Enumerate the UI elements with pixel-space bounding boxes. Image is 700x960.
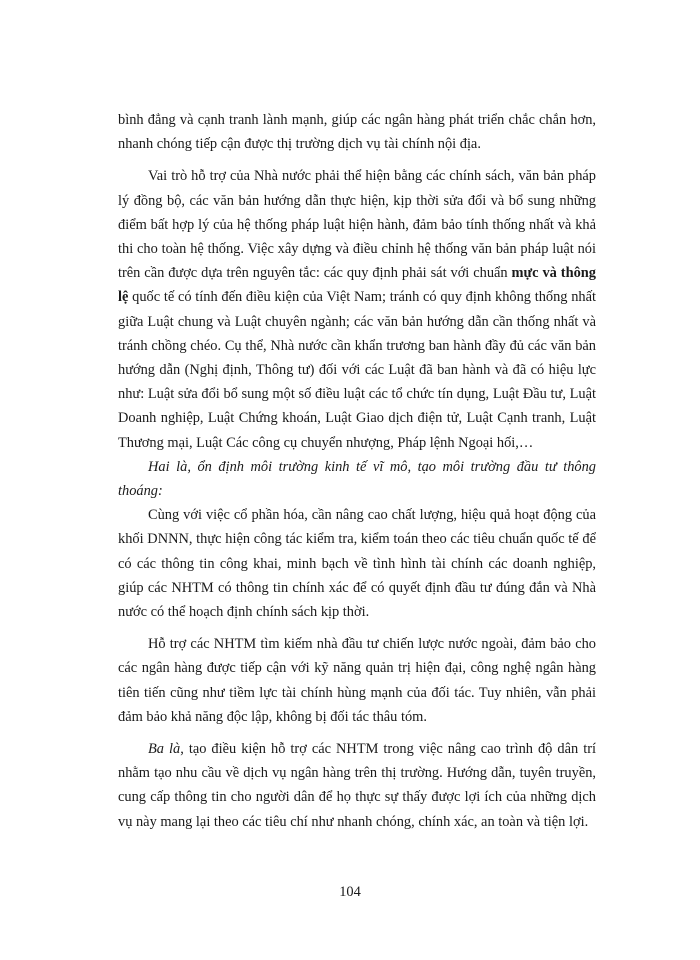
page-number: 104 xyxy=(339,884,361,900)
paragraph-text: Vai trò hỗ trợ của Nhà nước phải thể hiện bằng các chính sách, văn bản pháp lý đồng bộ, các văn bản hướng dẫn thực hiện, kịp thời sửa đổi và bổ sung những điểm bất hợp lý của hệ thống pháp luật hiện hành, đảm bảo tính thống nhất và khả thi cho toàn hệ thống. Việc xây dựng và điều chỉnh hệ thống văn bản pháp luật nói trên cần được dựa trên nguyên tắc: các quy định phải sát với chuẩn xyxy=(118,168,596,282)
paragraph-text: , tạo điều kiện hỗ trợ các NHTM trong việc nâng cao trình độ dân trí nhằm tạo nhu cầu về dịch vụ ngân hàng trên thị trường. Hướng dẫn, tuyên truyền, cung cấp thông tin cho người dân để họ thực sự thấy được lợi ích của những dịch vụ này mang lại theo các tiêu chí như nhanh chóng, chính xác, an toàn và tiện lợi. xyxy=(118,741,596,830)
document-page xyxy=(118,108,596,834)
paragraph-equitization: Cùng với việc cổ phần hóa, cần nâng cao chất lượng, hiệu quả hoạt động của khối DNNN, thực hiện công tác kiểm tra, kiểm toán theo các tiêu chuẩn quốc tế để có các thông tin công khai, minh bạch về tình hình tài chính các doanh nghiệp, giúp các NHTM có thông tin chính xác để có quyết định đầu tư đúng đắn và Nhà nước có thể hoạch định chính sách kịp thời. xyxy=(118,507,596,621)
paragraph-strategic-investors: Hỗ trợ các NHTM tìm kiếm nhà đầu tư chiến lược nước ngoài, đảm bảo cho các ngân hàng được tiếp cận với kỹ năng quản trị hiện đại, công nghệ ngân hàng tiên tiến cũng như tiềm lực tài chính hùng mạnh của đối tác. Tuy nhiên, vẫn phải đảm bảo khả năng độc lập, không bị đối tác thâu tóm. xyxy=(118,636,596,725)
paragraph-text: quốc tế có tính đến điều kiện của Việt Nam; tránh có quy định không thống nhất giữa Luật chung và Luật chuyên ngành; các văn bản hướng dẫn cần thống nhất và tránh chồng chéo. Cụ thể, Nhà nước cần khẩn trương ban hành đầy đủ các văn bản hướng dẫn (Nghị định, Thông tư) đối với các Luật đã ban hành và đã có hiệu lực như: Luật sửa đổi bổ sung một số điều luật các tổ chức tín dụng, Luật Đầu tư, Luật Doanh nghiệp, Luật Chứng khoán, Luật Giao dịch điện tử, Luật Cạnh tranh, Luật Thương mại, Luật Các công cụ chuyển nhượng, Pháp lệnh Ngoại hối,… xyxy=(118,289,596,451)
paragraph-state-role xyxy=(118,164,596,454)
paragraph-point-three xyxy=(118,737,596,834)
italic-lead: Ba là xyxy=(148,741,181,758)
bold-phrase: mực và thông lệ xyxy=(118,265,596,306)
section-heading-two: Hai là, ổn định môi trường kinh tế vĩ mô, tạo môi trường đầu tư thông thoáng: xyxy=(118,458,596,500)
paragraph-continuation: bình đẳng và cạnh tranh lành mạnh, giúp các ngân hàng phát triển chắc chắn hơn, nhanh chóng tiếp cận được thị trường dịch vụ tài chính nội địa. xyxy=(118,112,596,153)
